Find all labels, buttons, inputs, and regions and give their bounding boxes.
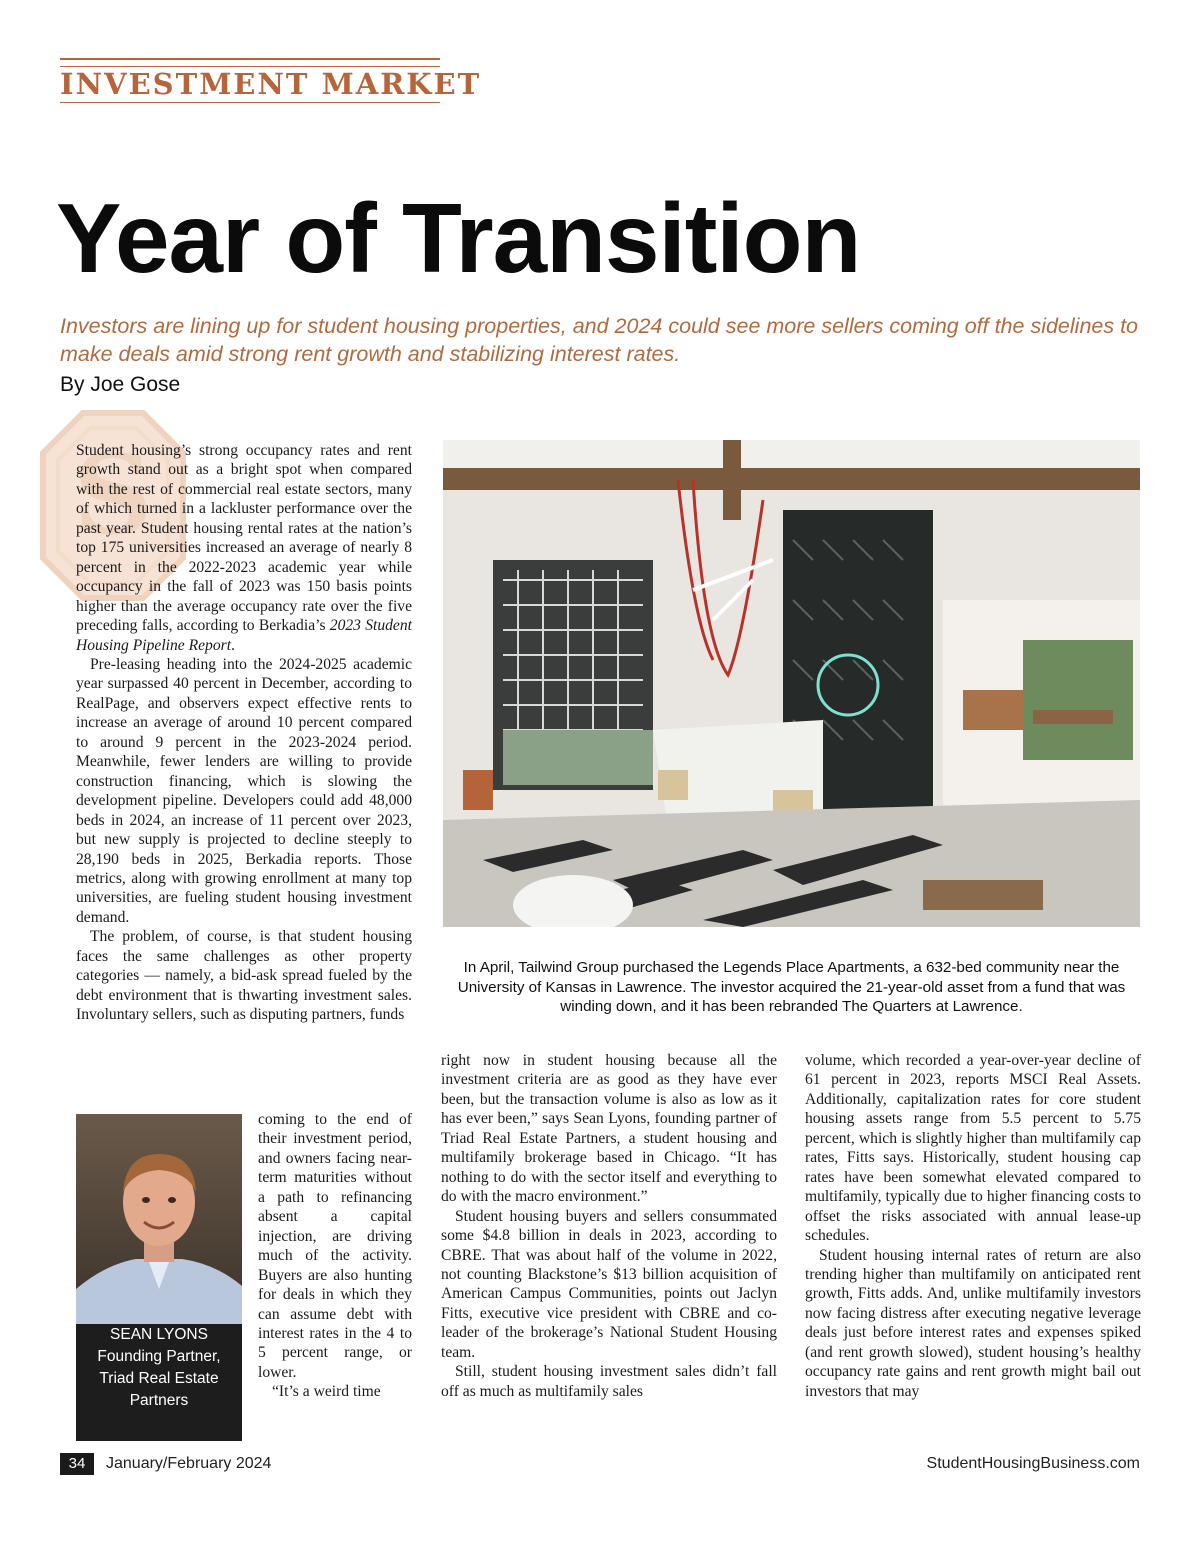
article-paragraph: Student housing’s strong occupancy rates and rent growth stand out as a bright spot when compared with the rest of commercial real estate sectors, many of which turned in a lackluster performance over the past year. Student housing rental rates at the nation’s top 175 universities increased an average of nearly 8 percent in the 2022-2023 academic year while occupancy in the fall of 2023 was 150 basis points higher than the average occupancy rate over the five preceding falls, according to Berkadia’s 2023 Student Housing Pipeline Report. [76, 442, 412, 654]
article-paragraph: “It’s a weird time [272, 1383, 381, 1401]
article-paragraph: volume, which recorded a year-over-year decline of 61 percent in 2023, reports MSCI Real Assets. Additionally, capitalization rates for core student housing assets range from 5.5 percent to 5.75 percent, which is slightly higher than multifamily cap rates, Fitts says. Historically, student housing cap rates have been somewhat elevated compared to multifamily, typically due to higher financing costs to offset the risks associated with annual lease-up schedules. [805, 1052, 1141, 1245]
headshot-name: SEAN LYONS [110, 1326, 208, 1343]
article-column-2 [441, 1051, 777, 1401]
article-paragraph: Student housing buyers and sellers consummated some $4.8 billion in deals in 2023, according to CBRE. That was about half of the volume in 2022, not counting Blackstone’s $13 billion acquisition of American Campus Communities, points out Jaclyn Fitts, executive vice president with CBRE and co-leader of the brokerage’s National Student Housing team. [441, 1207, 777, 1361]
headshot-title-3: Partners [129, 1392, 189, 1409]
article-paragraph: coming to the end of their investment period, and owners facing near-term maturities without a path to refinancing absent a capital injection, are driving much of the activity. Buyers are also hunting for deals in which they can assume debt with interest rates in the 4 to 5 percent range, or lower. [258, 1111, 412, 1381]
article-paragraph: Student housing internal rates of return are also trending higher than multifamily on anticipated rent growth, Fitts adds. And, unlike multifamily investors now facing distress after executing negative leverage deals just before interest rates and expenses spiked (and rent growth slowed), student housing’s healthy occupancy rate gains and rent growth might bail out investors that may [805, 1246, 1141, 1400]
headshot-title-2: Triad Real Estate [99, 1370, 219, 1387]
svg-text:S: S [73, 430, 153, 559]
deck-subtitle: Investors are lining up for student housing properties, and 2024 could see more sellers coming off the sidelines to make deals amid strong rent growth and stabilizing interest rates. [60, 314, 1139, 366]
article-column-3 [805, 1051, 1141, 1401]
article-paragraph: Still, student housing investment sales didn’t fall off as much as multifamily sales [441, 1363, 777, 1400]
article-column-1 [76, 441, 412, 1025]
paragraph-text: Student housing’s strong occupancy rates and rent growth stand out as a bright spot when compared with the rest of commercial real estate sectors, many of which turned in a lackluster performance over the past year. Student housing rental rates at the nation’s top 175 universities increased an average of nearly 8 percent in the 2022-2023 academic year while occupancy in the fall of 2023 was 150 basis points higher than the average occupancy rate over the five preceding falls, according to Berkadia’s [76, 442, 412, 635]
section-rule-bottom [60, 102, 440, 106]
article-paragraph: The problem, of course, is that student housing faces the same challenges as other property categories — namely, a bid-ask spread fueled by the debt environment that is thwarting investment sales. Involuntary sellers, such as disputing partners, funds [76, 928, 412, 1024]
report-title: 2023 Student Housing Pipeline Report [76, 617, 412, 654]
sean-lyons-headshot [76, 1114, 242, 1441]
headshot-title-1: Founding Partner, [97, 1348, 221, 1365]
headline: Year of Transition [56, 183, 861, 293]
footer-website: StudentHousingBusiness.com [926, 1455, 1140, 1472]
byline: By Joe Gose [60, 373, 181, 396]
article-column-1-wrap [258, 1110, 412, 1402]
article-paragraph: right now in student housing because all the investment criteria are as good as they have ever been, but the transaction volume is also as low as it has ever been,” says Sean Lyons, founding partner of Triad Real Estate Partners, a student housing and multifamily brokerage based in Chicago. “It has nothing to do with the sector itself and everything to do with the macro environment.” [441, 1052, 777, 1206]
lobby-interior-photo [443, 440, 1140, 927]
page-number: 34 [60, 1453, 94, 1475]
article-paragraph: Pre-leasing heading into the 2024-2025 academic year surpassed 40 percent in December, according to RealPage, and observers expect effective rents to increase an average of around 10 percent compared to around 9 percent in the 2023-2024 period. Meanwhile, fewer lenders are willing to provide construction financing, which is slowing the development pipeline. Developers could add 48,000 beds in 2024, an increase of 11 percent over 2023, but new supply is projected to decline steeply to 28,190 beds in 2025, Berkadia reports. Those metrics, along with growing enrollment at many top universities, are fueling student housing investment demand. [76, 655, 412, 926]
section-label: INVESTMENT MARKET [60, 67, 482, 101]
headshot-caption [76, 1324, 242, 1412]
issue-date: January/February 2024 [106, 1455, 272, 1472]
photo-caption: In April, Tailwind Group purchased the Legends Place Apartments, a 632-bed community near the University of Kansas in Lawrence. The investor acquired the 21-year-old asset from a fund that was winding down, and it has been rebranded The Quarters at Lawrence. [457, 959, 1126, 1015]
